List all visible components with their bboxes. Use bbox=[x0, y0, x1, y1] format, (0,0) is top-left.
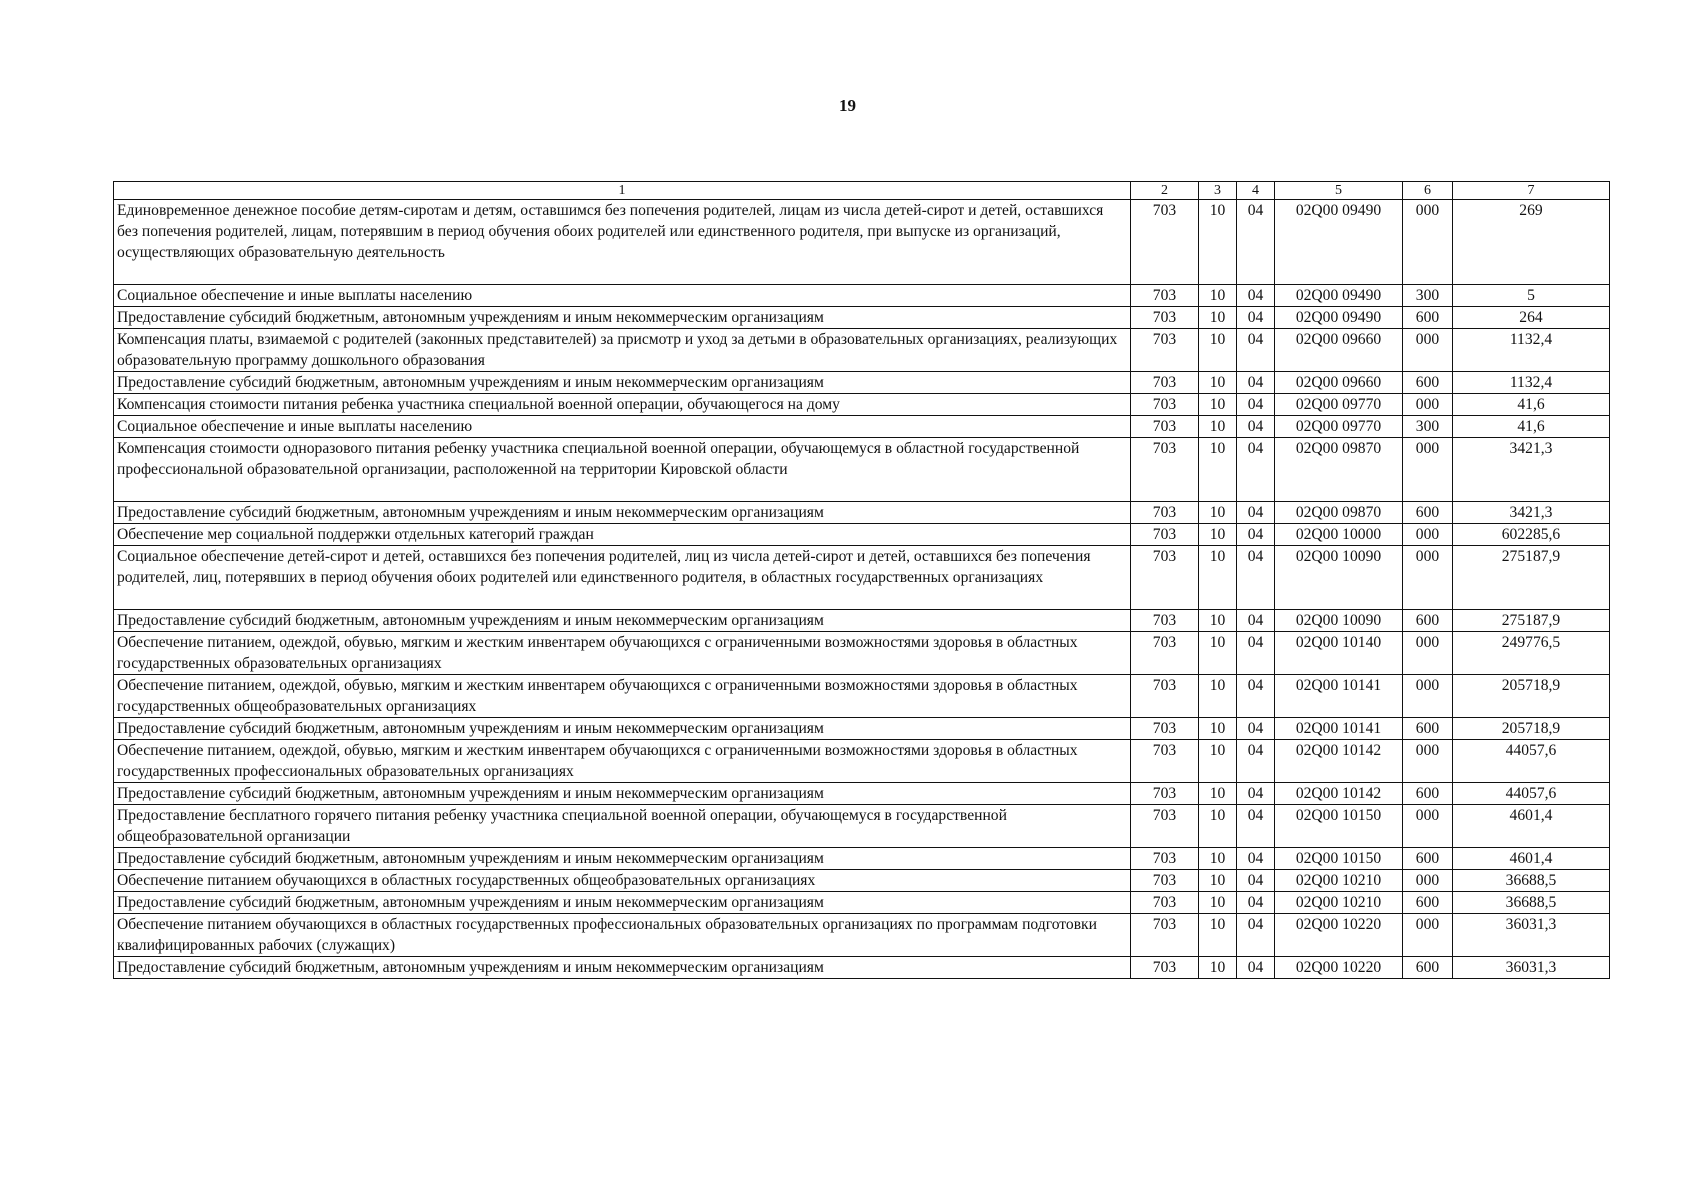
header-cell-7: 7 bbox=[1453, 182, 1610, 200]
row-amount: 5 bbox=[1453, 285, 1610, 307]
row-section: 10 bbox=[1199, 416, 1237, 438]
row-subsection: 04 bbox=[1237, 610, 1275, 632]
row-ministry: 703 bbox=[1131, 892, 1199, 914]
row-expense-type: 000 bbox=[1403, 329, 1453, 372]
row-name: Компенсация стоимости питания ребенка участника специальной военной операции, обучающегося на дому bbox=[114, 394, 1131, 416]
row-expense-type: 600 bbox=[1403, 892, 1453, 914]
row-section: 10 bbox=[1199, 632, 1237, 675]
table-row bbox=[114, 394, 1610, 416]
row-ministry: 703 bbox=[1131, 632, 1199, 675]
row-amount: 269 bbox=[1453, 200, 1610, 285]
row-name: Обеспечение питанием, одеждой, обувью, мягким и жестким инвентарем обучающихся с ограниченными возможностями здоровья в областных государственных общеобразовательных организациях bbox=[114, 675, 1131, 718]
row-name: Предоставление субсидий бюджетным, автономным учреждениям и иным некоммерческим организациям bbox=[114, 783, 1131, 805]
row-ministry: 703 bbox=[1131, 870, 1199, 892]
table-row bbox=[114, 805, 1610, 848]
row-target-article: 02Q00 10210 bbox=[1275, 892, 1403, 914]
row-amount: 3421,3 bbox=[1453, 502, 1610, 524]
row-section: 10 bbox=[1199, 740, 1237, 783]
row-section: 10 bbox=[1199, 914, 1237, 957]
row-ministry: 703 bbox=[1131, 718, 1199, 740]
table-row bbox=[114, 740, 1610, 783]
header-cell-5: 5 bbox=[1275, 182, 1403, 200]
table-row bbox=[114, 329, 1610, 372]
row-subsection: 04 bbox=[1237, 502, 1275, 524]
row-section: 10 bbox=[1199, 524, 1237, 546]
header-cell-1: 1 bbox=[114, 182, 1131, 200]
row-amount: 4601,4 bbox=[1453, 848, 1610, 870]
row-section: 10 bbox=[1199, 394, 1237, 416]
row-amount: 275187,9 bbox=[1453, 610, 1610, 632]
row-section: 10 bbox=[1199, 805, 1237, 848]
table-row bbox=[114, 372, 1610, 394]
row-ministry: 703 bbox=[1131, 438, 1199, 502]
row-ministry: 703 bbox=[1131, 675, 1199, 718]
row-target-article: 02Q00 09660 bbox=[1275, 329, 1403, 372]
row-subsection: 04 bbox=[1237, 675, 1275, 718]
row-target-article: 02Q00 10142 bbox=[1275, 740, 1403, 783]
row-target-article: 02Q00 10141 bbox=[1275, 675, 1403, 718]
row-subsection: 04 bbox=[1237, 805, 1275, 848]
row-expense-type: 000 bbox=[1403, 675, 1453, 718]
row-target-article: 02Q00 10090 bbox=[1275, 546, 1403, 610]
row-subsection: 04 bbox=[1237, 870, 1275, 892]
row-amount: 1132,4 bbox=[1453, 329, 1610, 372]
row-amount: 249776,5 bbox=[1453, 632, 1610, 675]
row-subsection: 04 bbox=[1237, 718, 1275, 740]
row-subsection: 04 bbox=[1237, 783, 1275, 805]
row-amount: 1132,4 bbox=[1453, 372, 1610, 394]
row-amount: 41,6 bbox=[1453, 416, 1610, 438]
row-name: Предоставление субсидий бюджетным, автономным учреждениям и иным некоммерческим организациям bbox=[114, 848, 1131, 870]
table-row bbox=[114, 524, 1610, 546]
row-name: Обеспечение питанием обучающихся в областных государственных профессиональных образовательных организациях по программам подготовки квалифицированных рабочих (служащих) bbox=[114, 914, 1131, 957]
row-section: 10 bbox=[1199, 718, 1237, 740]
row-subsection: 04 bbox=[1237, 632, 1275, 675]
row-ministry: 703 bbox=[1131, 524, 1199, 546]
row-amount: 41,6 bbox=[1453, 394, 1610, 416]
row-target-article: 02Q00 09490 bbox=[1275, 307, 1403, 329]
table-row bbox=[114, 957, 1610, 979]
row-subsection: 04 bbox=[1237, 740, 1275, 783]
row-target-article: 02Q00 10150 bbox=[1275, 848, 1403, 870]
row-name: Предоставление субсидий бюджетным, автономным учреждениям и иным некоммерческим организациям bbox=[114, 718, 1131, 740]
row-amount: 3421,3 bbox=[1453, 438, 1610, 502]
table-row bbox=[114, 416, 1610, 438]
row-subsection: 04 bbox=[1237, 546, 1275, 610]
row-section: 10 bbox=[1199, 957, 1237, 979]
header-cell-4: 4 bbox=[1237, 182, 1275, 200]
row-ministry: 703 bbox=[1131, 200, 1199, 285]
header-row bbox=[114, 182, 1610, 200]
row-target-article: 02Q00 10140 bbox=[1275, 632, 1403, 675]
row-name: Предоставление субсидий бюджетным, автономным учреждениям и иным некоммерческим организациям bbox=[114, 957, 1131, 979]
row-expense-type: 000 bbox=[1403, 870, 1453, 892]
row-target-article: 02Q00 09770 bbox=[1275, 394, 1403, 416]
row-ministry: 703 bbox=[1131, 848, 1199, 870]
row-section: 10 bbox=[1199, 502, 1237, 524]
header-cell-2: 2 bbox=[1131, 182, 1199, 200]
table-row bbox=[114, 200, 1610, 285]
row-ministry: 703 bbox=[1131, 783, 1199, 805]
row-ministry: 703 bbox=[1131, 394, 1199, 416]
row-section: 10 bbox=[1199, 372, 1237, 394]
row-target-article: 02Q00 09490 bbox=[1275, 200, 1403, 285]
row-ministry: 703 bbox=[1131, 957, 1199, 979]
row-subsection: 04 bbox=[1237, 848, 1275, 870]
table-row bbox=[114, 914, 1610, 957]
row-target-article: 02Q00 10141 bbox=[1275, 718, 1403, 740]
row-expense-type: 600 bbox=[1403, 848, 1453, 870]
row-amount: 264 bbox=[1453, 307, 1610, 329]
table-row bbox=[114, 870, 1610, 892]
row-name: Предоставление бесплатного горячего питания ребенку участника специальной военной операции, обучающемуся в государственной общеобразовательной организации bbox=[114, 805, 1131, 848]
row-expense-type: 300 bbox=[1403, 285, 1453, 307]
table-row bbox=[114, 502, 1610, 524]
row-target-article: 02Q00 09660 bbox=[1275, 372, 1403, 394]
row-target-article: 02Q00 09770 bbox=[1275, 416, 1403, 438]
row-subsection: 04 bbox=[1237, 914, 1275, 957]
row-expense-type: 000 bbox=[1403, 546, 1453, 610]
row-target-article: 02Q00 09870 bbox=[1275, 438, 1403, 502]
row-expense-type: 000 bbox=[1403, 394, 1453, 416]
row-section: 10 bbox=[1199, 610, 1237, 632]
table-row bbox=[114, 718, 1610, 740]
row-section: 10 bbox=[1199, 546, 1237, 610]
table-row bbox=[114, 610, 1610, 632]
row-name: Обеспечение мер социальной поддержки отдельных категорий граждан bbox=[114, 524, 1131, 546]
row-amount: 275187,9 bbox=[1453, 546, 1610, 610]
row-section: 10 bbox=[1199, 285, 1237, 307]
row-amount: 44057,6 bbox=[1453, 783, 1610, 805]
row-expense-type: 600 bbox=[1403, 502, 1453, 524]
row-ministry: 703 bbox=[1131, 307, 1199, 329]
row-name: Обеспечение питанием обучающихся в областных государственных общеобразовательных организациях bbox=[114, 870, 1131, 892]
row-amount: 602285,6 bbox=[1453, 524, 1610, 546]
table-row bbox=[114, 783, 1610, 805]
row-expense-type: 000 bbox=[1403, 524, 1453, 546]
row-section: 10 bbox=[1199, 307, 1237, 329]
row-target-article: 02Q00 10090 bbox=[1275, 610, 1403, 632]
row-name: Предоставление субсидий бюджетным, автономным учреждениям и иным некоммерческим организациям bbox=[114, 892, 1131, 914]
row-expense-type: 600 bbox=[1403, 783, 1453, 805]
header-cell-3: 3 bbox=[1199, 182, 1237, 200]
row-ministry: 703 bbox=[1131, 416, 1199, 438]
row-amount: 205718,9 bbox=[1453, 675, 1610, 718]
row-expense-type: 000 bbox=[1403, 632, 1453, 675]
row-subsection: 04 bbox=[1237, 416, 1275, 438]
row-ministry: 703 bbox=[1131, 805, 1199, 848]
row-name: Единовременное денежное пособие детям-сиротам и детям, оставшимся без попечения родителей, лицам из числа детей-сирот и детей, оставшихся без попечения родителей, лицам, потерявшим в период обучения обоих родителей или единственного родителя, при выпуске из организаций, осуществляющих образовательную деятельность bbox=[114, 200, 1131, 285]
row-name: Обеспечение питанием, одеждой, обувью, мягким и жестким инвентарем обучающихся с ограниченными возможностями здоровья в областных государственных образовательных организациях bbox=[114, 632, 1131, 675]
row-subsection: 04 bbox=[1237, 200, 1275, 285]
row-section: 10 bbox=[1199, 848, 1237, 870]
row-target-article: 02Q00 10000 bbox=[1275, 524, 1403, 546]
row-expense-type: 000 bbox=[1403, 805, 1453, 848]
header-cell-6: 6 bbox=[1403, 182, 1453, 200]
row-section: 10 bbox=[1199, 329, 1237, 372]
row-ministry: 703 bbox=[1131, 740, 1199, 783]
row-expense-type: 600 bbox=[1403, 718, 1453, 740]
table-row bbox=[114, 307, 1610, 329]
table-row bbox=[114, 848, 1610, 870]
row-ministry: 703 bbox=[1131, 546, 1199, 610]
row-name: Обеспечение питанием, одеждой, обувью, мягким и жестким инвентарем обучающихся с ограниченными возможностями здоровья в областных государственных профессиональных образовательных организациях bbox=[114, 740, 1131, 783]
row-target-article: 02Q00 10220 bbox=[1275, 957, 1403, 979]
row-subsection: 04 bbox=[1237, 329, 1275, 372]
row-expense-type: 000 bbox=[1403, 914, 1453, 957]
table-row bbox=[114, 546, 1610, 610]
row-amount: 44057,6 bbox=[1453, 740, 1610, 783]
row-expense-type: 000 bbox=[1403, 438, 1453, 502]
row-ministry: 703 bbox=[1131, 285, 1199, 307]
row-name: Социальное обеспечение и иные выплаты населению bbox=[114, 285, 1131, 307]
row-expense-type: 000 bbox=[1403, 740, 1453, 783]
table-row bbox=[114, 632, 1610, 675]
row-amount: 36031,3 bbox=[1453, 957, 1610, 979]
table-row bbox=[114, 438, 1610, 502]
row-name: Предоставление субсидий бюджетным, автономным учреждениям и иным некоммерческим организациям bbox=[114, 502, 1131, 524]
row-subsection: 04 bbox=[1237, 438, 1275, 502]
row-target-article: 02Q00 10210 bbox=[1275, 870, 1403, 892]
row-expense-type: 600 bbox=[1403, 610, 1453, 632]
row-name: Предоставление субсидий бюджетным, автономным учреждениям и иным некоммерческим организациям bbox=[114, 610, 1131, 632]
row-subsection: 04 bbox=[1237, 524, 1275, 546]
row-expense-type: 000 bbox=[1403, 200, 1453, 285]
row-section: 10 bbox=[1199, 438, 1237, 502]
row-name: Предоставление субсидий бюджетным, автономным учреждениям и иным некоммерческим организациям bbox=[114, 372, 1131, 394]
row-section: 10 bbox=[1199, 675, 1237, 718]
row-target-article: 02Q00 09490 bbox=[1275, 285, 1403, 307]
row-expense-type: 300 bbox=[1403, 416, 1453, 438]
row-section: 10 bbox=[1199, 892, 1237, 914]
row-ministry: 703 bbox=[1131, 372, 1199, 394]
row-subsection: 04 bbox=[1237, 372, 1275, 394]
row-name: Социальное обеспечение и иные выплаты населению bbox=[114, 416, 1131, 438]
table-row bbox=[114, 892, 1610, 914]
row-target-article: 02Q00 09870 bbox=[1275, 502, 1403, 524]
row-ministry: 703 bbox=[1131, 502, 1199, 524]
table-row bbox=[114, 285, 1610, 307]
row-name: Компенсация стоимости одноразового питания ребенку участника специальной военной операции, обучающемуся в областной государственной профессиональной образовательной организации, расположенной на территории Кировской области bbox=[114, 438, 1131, 502]
row-target-article: 02Q00 10150 bbox=[1275, 805, 1403, 848]
row-ministry: 703 bbox=[1131, 914, 1199, 957]
page-number: 19 bbox=[839, 96, 856, 115]
row-ministry: 703 bbox=[1131, 329, 1199, 372]
row-target-article: 02Q00 10220 bbox=[1275, 914, 1403, 957]
row-amount: 36031,3 bbox=[1453, 914, 1610, 957]
row-subsection: 04 bbox=[1237, 957, 1275, 979]
row-target-article: 02Q00 10142 bbox=[1275, 783, 1403, 805]
row-ministry: 703 bbox=[1131, 610, 1199, 632]
row-amount: 36688,5 bbox=[1453, 892, 1610, 914]
row-subsection: 04 bbox=[1237, 892, 1275, 914]
row-expense-type: 600 bbox=[1403, 307, 1453, 329]
row-expense-type: 600 bbox=[1403, 372, 1453, 394]
row-subsection: 04 bbox=[1237, 394, 1275, 416]
row-section: 10 bbox=[1199, 783, 1237, 805]
row-amount: 36688,5 bbox=[1453, 870, 1610, 892]
row-section: 10 bbox=[1199, 200, 1237, 285]
row-amount: 205718,9 bbox=[1453, 718, 1610, 740]
row-amount: 4601,4 bbox=[1453, 805, 1610, 848]
row-subsection: 04 bbox=[1237, 285, 1275, 307]
row-expense-type: 600 bbox=[1403, 957, 1453, 979]
row-name: Социальное обеспечение детей-сирот и детей, оставшихся без попечения родителей, лиц из числа детей-сирот и детей, оставшихся без попечения родителей, лиц, потерявших в период обучения обоих родителей или единственного родителя, в областных государственных организациях bbox=[114, 546, 1131, 610]
row-section: 10 bbox=[1199, 870, 1237, 892]
row-name: Компенсация платы, взимаемой с родителей (законных представителей) за присмотр и уход за детьми в образовательных организациях, реализующих образовательную программу дошкольного образования bbox=[114, 329, 1131, 372]
table-row bbox=[114, 675, 1610, 718]
row-name: Предоставление субсидий бюджетным, автономным учреждениям и иным некоммерческим организациям bbox=[114, 307, 1131, 329]
budget-table bbox=[113, 181, 1610, 979]
row-subsection: 04 bbox=[1237, 307, 1275, 329]
